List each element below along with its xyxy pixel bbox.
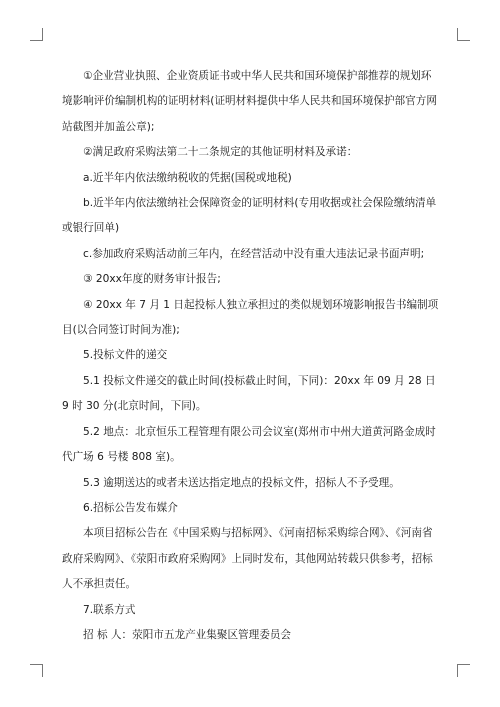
section-5-3: 5.3 逾期送达的或者未送达指定地点的投标文件，招标人不予受理。 [83,476,400,489]
crop-mark-bottom-right [457,664,470,677]
crop-mark-top-left [30,28,43,41]
crop-mark-bottom-left [30,664,43,677]
section-6-body: 本项目招标公告在《中国采购与招标网》、《河南招标采购综合网》、《河南省政府采购网》、《荥阳市政府采购网》上同时发布，其他网站转载只供参考，招标人不承担责任。 [62,527,433,591]
section-heading-7: 7.联系方式 [83,603,136,616]
section-5-2: 5.2 地点：北京恒乐工程管理有限公司会议室(郑州市中州大道黄河路金成时代广场 6 号楼 808 室)。 [62,425,436,464]
document-body [62,64,440,648]
sub-item-a: a.近半年内依法缴纳税收的凭据(国税或地税) [83,171,292,184]
sub-item-b: b.近半年内依法缴纳社会保障资金的证明材料(专用收据或社会保险缴纳清单或银行回单) [62,197,437,235]
qualification-item-3: ③ 20xx年度的财务审计报告; [83,273,221,286]
qualification-item-1: ①企业营业执照、企业资质证书或中华人民共和国环境保护部推荐的规划环境影响评价编制机构的证明材料(证明材料提供中华人民共和国环境保护部官方网站截图并加盖公章); [62,70,437,133]
contact-tenderer: 招 标 人：荥阳市五龙产业集聚区管理委员会 [83,628,292,641]
crop-mark-top-right [457,28,470,41]
qualification-item-4: ④ 20xx 年 7 月 1 日起投标人独立承担过的类似规划环境影响报告书编制项目(以合同签订时间为准); [62,298,439,337]
qualification-item-2: ②满足政府采购法第二十二条规定的其他证明材料及承诺： [83,146,358,159]
section-5-1: 5.1 投标文件递交的截止时间(投标截止时间，下同)：20xx 年 09 月 28 日 9 时 30 分(北京时间，下同)。 [62,374,436,413]
sub-item-c: c.参加政府采购活动前三年内，在经营活动中没有重大违法记录书面声明; [83,247,425,260]
section-heading-5: 5.投标文件的递交 [83,349,168,362]
section-heading-6: 6.招标公告发布媒介 [83,501,178,514]
